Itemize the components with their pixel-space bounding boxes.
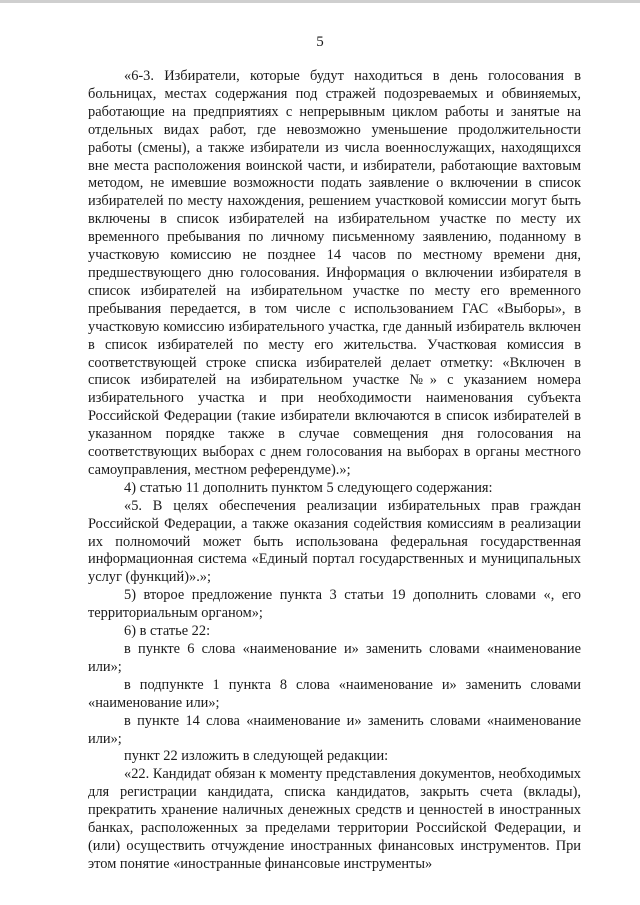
paragraph-point-6: в пункте 6 слова «наименование и» заменить словами «наименование или»; [88,641,581,675]
paragraph-quote-5: «5. В целях обеспечения реализации избирательных прав граждан Российской Федерации, а также оказания содействия комиссиям в реализации их полномочий может быть использована федеральная государственная информационная система «Единый портал государственных и муниципальных услуг (функций)».»; [88,497,581,586]
paragraph-point-14: в пункте 14 слова «наименование и» заменить словами «наименование или»; [88,712,581,747]
paragraph-quote-22: «22. Кандидат обязан к моменту представления документов, необходимых для регистрации кандидата, списка кандидатов, закрыть счета (вклады), прекратить хранение наличных денежных средств и ценностей в иностранных банках, расположенных за пределами территории Российской Федерации, и (или) осуществить отчуждение иностранных финансовых инструментов. При этом понятие «иностранные финансовые инструменты» [88,766,581,872]
document-body [88,68,581,874]
paragraph-item-5: 5) второе предложение пункта 3 статьи 19 дополнить словами «, его территориальным органом»; [88,587,581,622]
paragraph-item-6: 6) в статье 22: [124,623,211,640]
paragraph-6-3: «6-3. Избиратели, которые будут находиться в день голосования в больницах, местах содержания под стражей подозреваемых и обвиняемых, работающие на предприятиях с непрерывным циклом работы и занятые на отдельных видах работ, где невозможно уменьшение продолжительности работы (смены), а также избиратели из числа военнослужащих, находящихся вне места расположения воинской части, и избиратели, работающие вахтовым методом, не имевшие возможности подать заявление о включении в список избирателей по месту нахождения, решением участковой комиссии могут быть включены в список избирателей на избирательном участке по месту их временного пребывания по личному письменному заявлению, поданному в участковую комиссию не позднее 14 часов по местному времени дня, предшествующего дню голосования. Информация о включении избирателя в список избирателей на избирательном участке по месту его временного пребывания передается, в том числе с использованием ГАС «Выборы», в участковую комиссию избирательного участка, где данный избиратель включен в список избирателей по месту его жительства. Участковая комиссия в соответствующей строке списка избирателей делает отметку: «Включен в список избирателей на избирательном участке №» с указанием номера избирательного участка и при необходимости наименования субъекта Российской Федерации (такие избиратели включаются в список избирателей в указанном порядке также в случае совмещения дня голосования на соответствующих выборах с днем голосования на выборах в органы местного самоуправления, местном референдуме).»; [88,68,581,478]
page-number: 5 [316,34,324,50]
paragraph-point-22-intro: пункт 22 изложить в следующей редакции: [124,748,389,765]
paragraph-subpoint-1-point-8: в подпункте 1 пункта 8 слова «наименование и» заменить словами «наименование или»; [88,676,581,711]
top-edge-rule [0,0,640,3]
paragraph-item-4: 4) статью 11 дополнить пунктом 5 следующего содержания: [124,479,493,496]
